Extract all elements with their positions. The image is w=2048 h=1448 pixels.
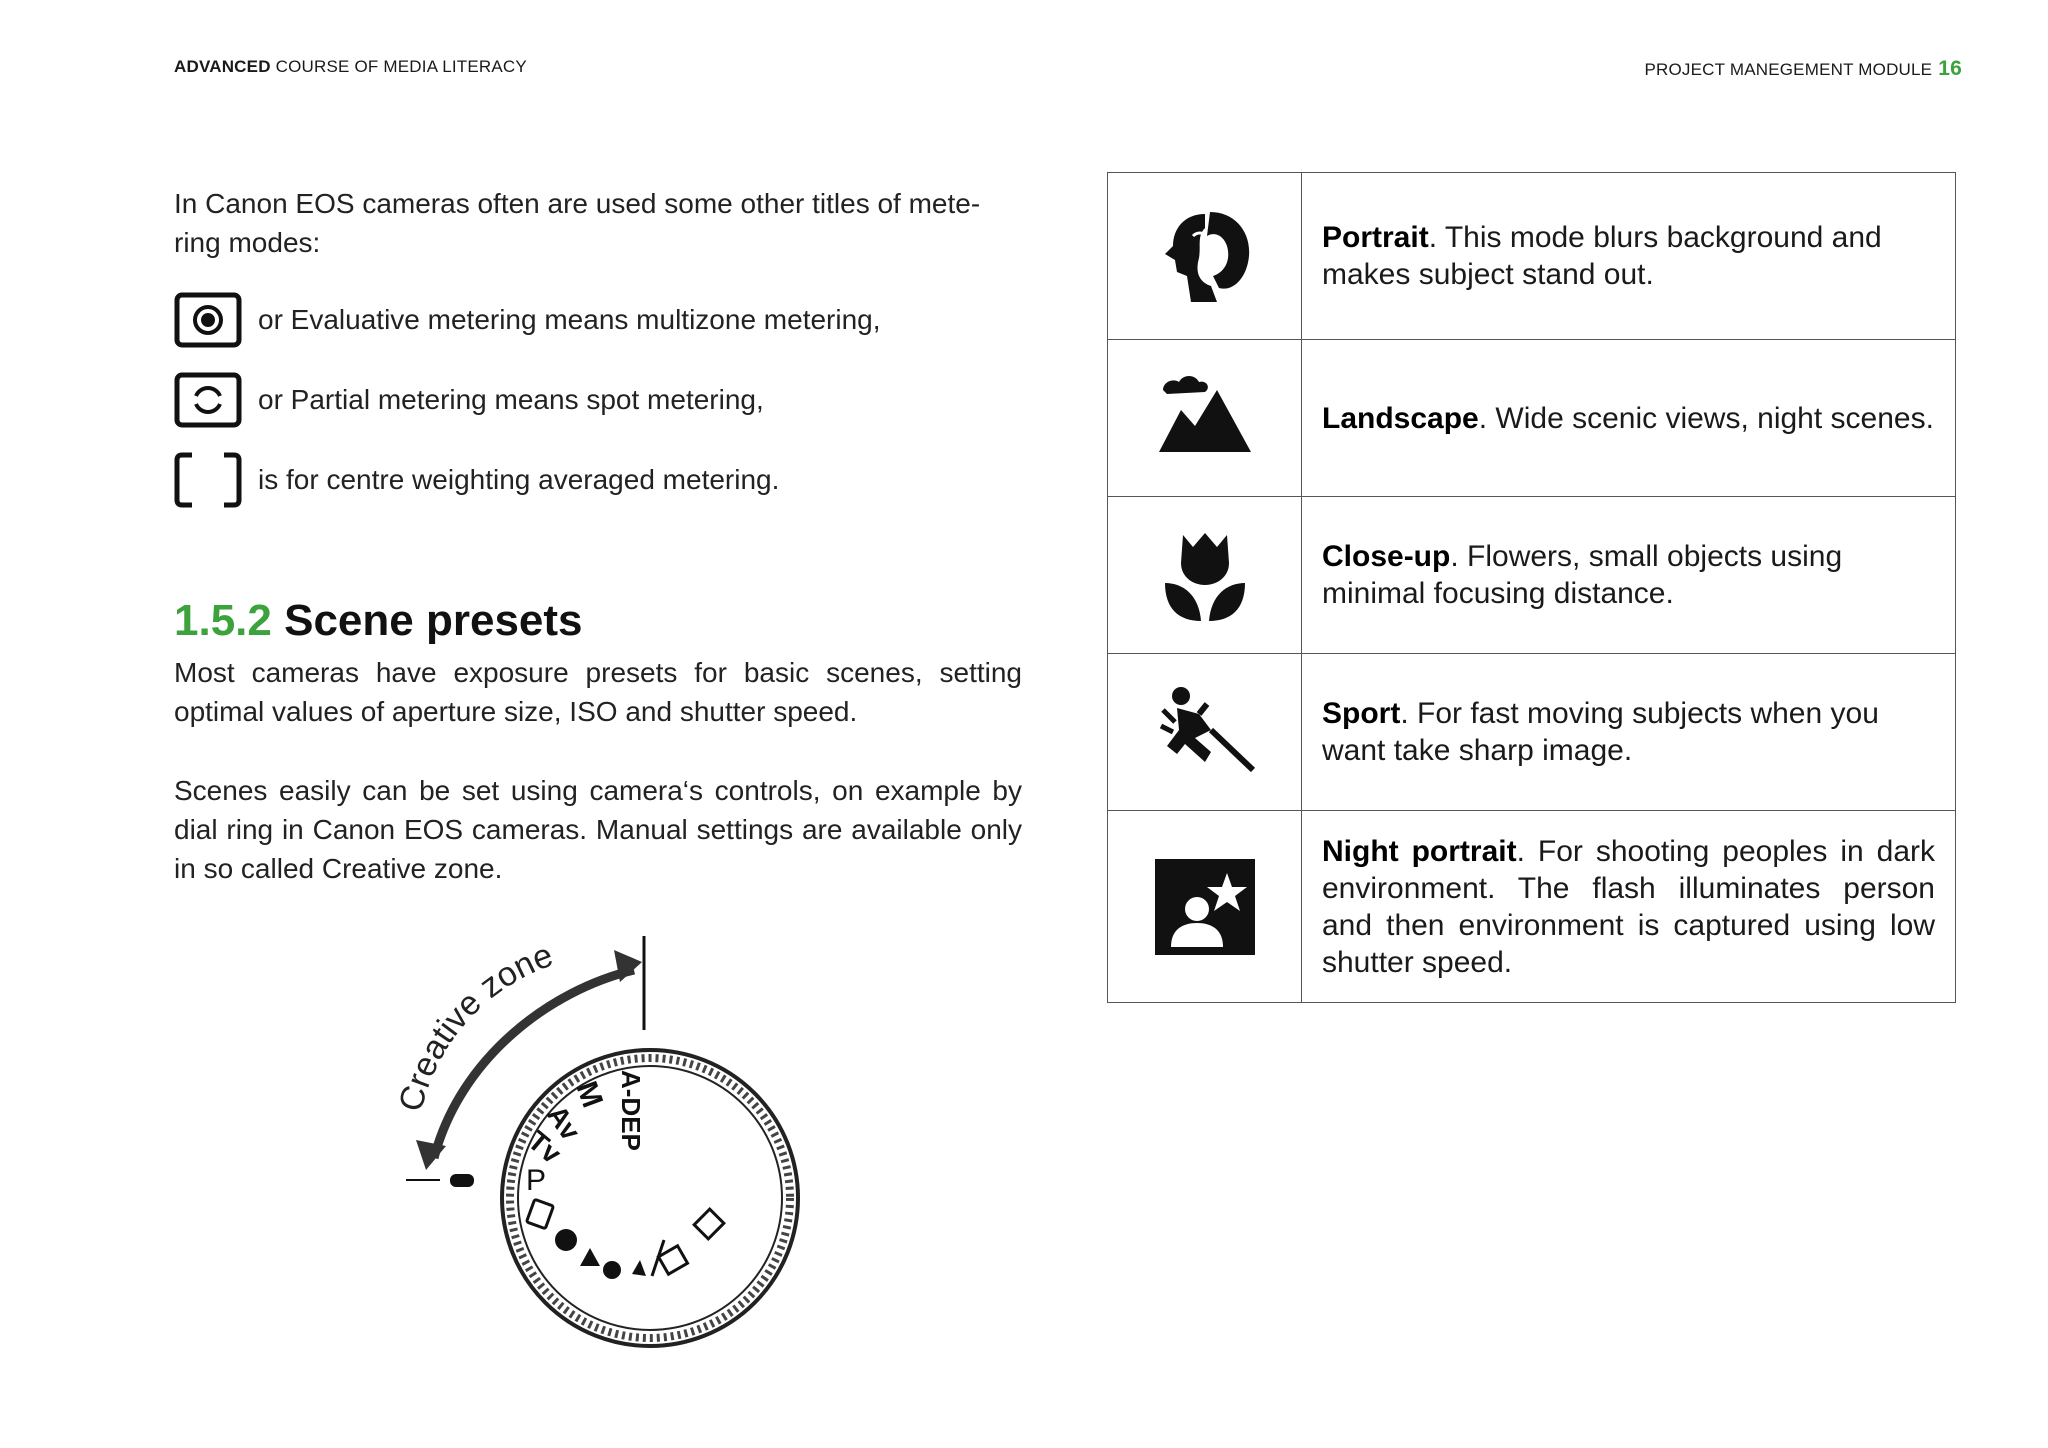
scene-text-sport: . For fast moving subjects when you want take sharp image. (1322, 697, 1879, 767)
portrait-icon (1155, 206, 1255, 306)
scene-icon-cell (1108, 340, 1302, 497)
header-bold-word: ADVANCED (174, 57, 271, 76)
scene-row-landscape (1108, 340, 1956, 497)
dial-index-bar (450, 1174, 474, 1187)
scene-icon-cell (1108, 811, 1302, 1003)
scene-icon-cell (1108, 497, 1302, 654)
scene-row-sport (1108, 654, 1956, 811)
scene-text-landscape: . Wide scenic views, night scenes. (1478, 401, 1934, 435)
section-heading (174, 596, 583, 646)
scene-row-portrait (1108, 173, 1956, 340)
scene-description-close-up (1302, 497, 1956, 654)
running-header-right (1644, 57, 1962, 81)
centre-weighted-metering-icon (174, 452, 242, 508)
scene-title-close-up: Close-up (1322, 540, 1451, 573)
scene-row-night-portrait (1108, 811, 1956, 1003)
header-course-title: COURSE OF MEDIA LITERACY (270, 57, 527, 76)
scene-title-landscape: Landscape (1322, 401, 1479, 435)
night-portrait-icon (1155, 857, 1255, 957)
section-title: Scene presets (284, 596, 583, 645)
scene-description-landscape (1302, 340, 1956, 497)
header-module-title: PROJECT MANEGEMENT MODULE (1644, 60, 1933, 79)
scene-text-portrait: . This mode blurs background and makes subject stand out. (1322, 221, 1882, 291)
metering-text-evaluative: or Evaluative metering means multizone metering, (258, 304, 881, 335)
sport-icon (1155, 682, 1255, 782)
dial-mode-tv: Tv (522, 1124, 568, 1170)
scene-text-night-portrait: . For shooting peoples in dark environment. The flash illuminates person and then environment is captured using low shutter speed. (1322, 834, 1935, 979)
dial-mode-p: P (526, 1164, 547, 1197)
dial-mode-av: Av (541, 1099, 587, 1146)
metering-intro: In Canon EOS cameras often are used some other titles of mete- ring modes: (174, 188, 981, 258)
scene-icon-cell (1108, 654, 1302, 811)
metering-row-evaluative (174, 292, 881, 348)
scene-text-close-up: . Flowers, small objects using minimal focusing distance. (1322, 540, 1843, 610)
page-number: 16 (1938, 57, 1962, 80)
dial-mode-adep: A-DEP (616, 1070, 646, 1151)
scene-presets-paragraph-2: Scenes easily can be set using camera‘s controls, on example by dial ring in Canon EOS cameras. Manual settings are available only in so called Creative zone. (174, 775, 1022, 884)
scene-description-sport (1302, 654, 1956, 811)
dial-portrait-icon (555, 1229, 577, 1251)
metering-text-partial: or Partial metering means spot metering, (258, 384, 764, 415)
metering-row-centre-weighted (174, 452, 779, 508)
section-number: 1.5.2 (174, 596, 272, 645)
dial-mode-m: M (569, 1077, 609, 1112)
scene-presets-paragraph-1: Most cameras have exposure presets for basic scenes, setting optimal values of aperture size, ISO and shutter speed. (174, 657, 1022, 727)
running-header-left (174, 57, 527, 77)
scene-row-close-up (1108, 497, 1956, 654)
metering-text-centre-weighted: is for centre weighting averaged metering. (258, 464, 780, 495)
mode-dial-illustration (380, 918, 800, 1358)
scene-icon-cell (1108, 173, 1302, 340)
close-up-icon (1155, 525, 1255, 625)
scene-title-sport: Sport (1322, 697, 1401, 730)
dial-ring (502, 1050, 798, 1346)
evaluative-metering-icon (174, 292, 242, 348)
metering-row-partial (174, 372, 764, 428)
scene-modes-table (1107, 172, 1956, 1003)
dial-closeup-icon (603, 1261, 621, 1279)
scene-title-portrait: Portrait (1322, 221, 1429, 254)
landscape-icon (1155, 368, 1255, 468)
scene-description-night-portrait (1302, 811, 1956, 1003)
partial-metering-icon (174, 372, 242, 428)
scene-title-night-portrait: Night portrait (1322, 834, 1517, 868)
scene-description-portrait (1302, 173, 1956, 340)
creative-zone-label: Creative zone (391, 936, 558, 1116)
